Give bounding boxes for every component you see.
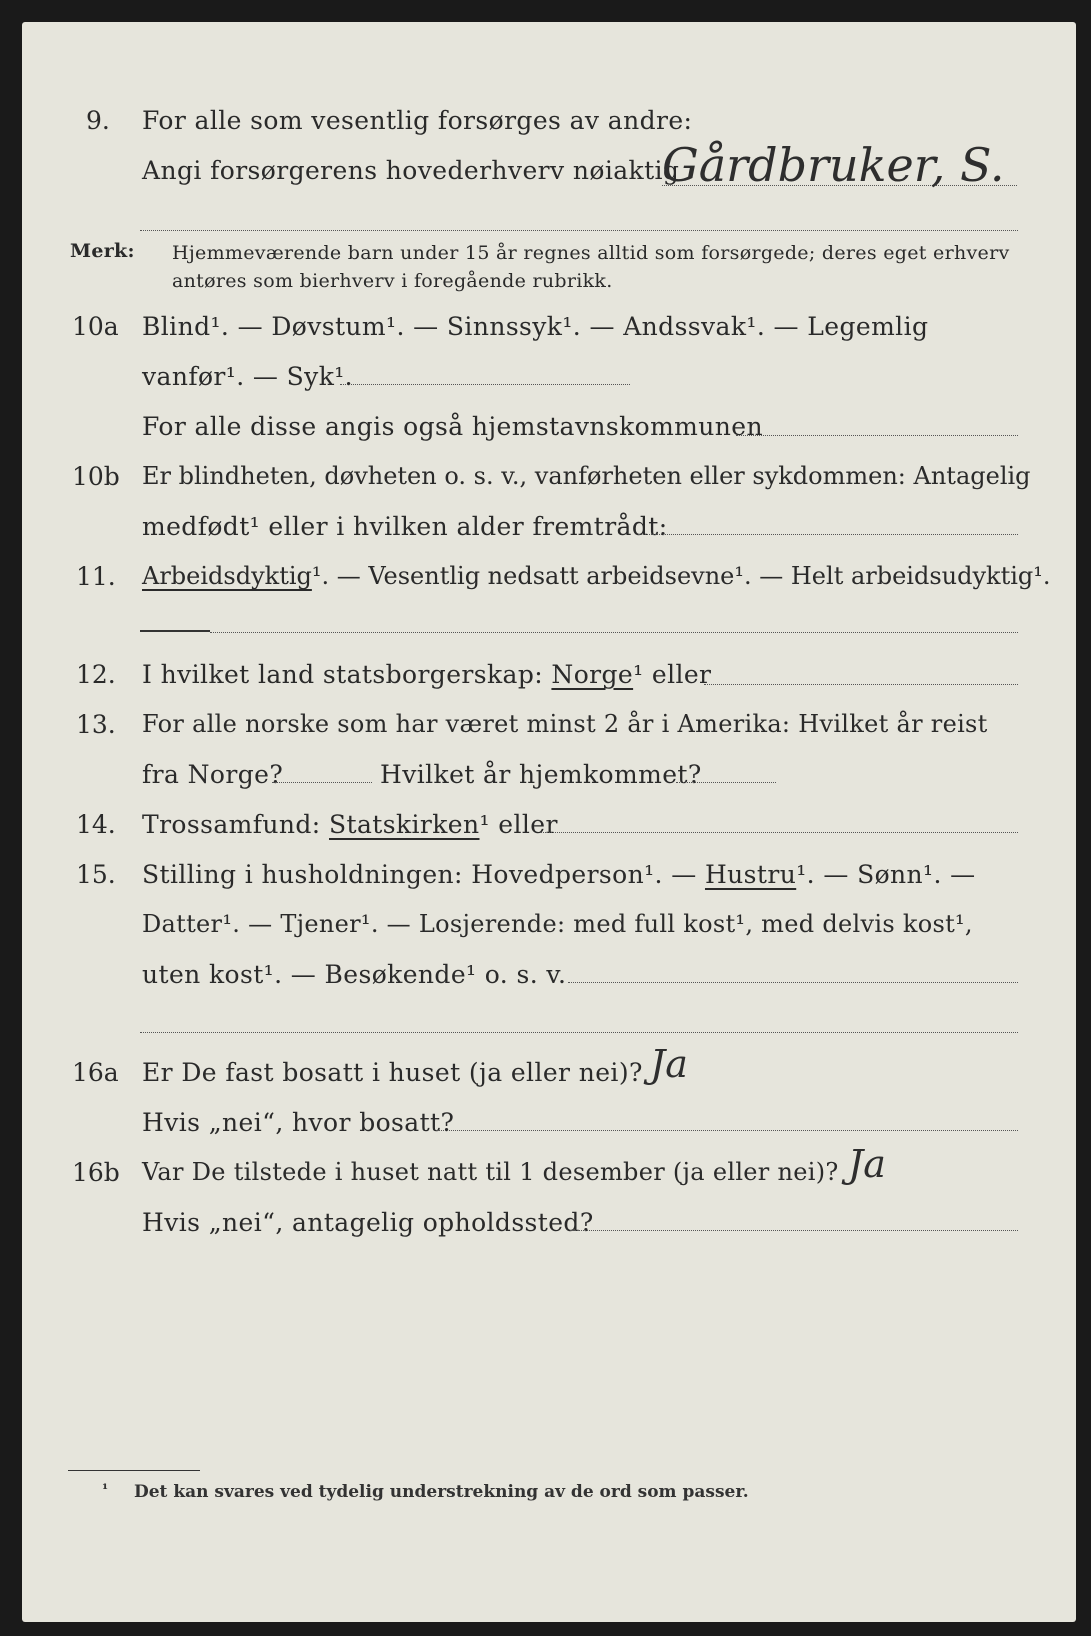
q14-answer-line xyxy=(540,832,1018,833)
footnote-mark: ¹ xyxy=(102,1482,109,1498)
q14-number: 14. xyxy=(76,810,116,839)
q14-label: Trossamfund: xyxy=(142,810,321,839)
q10a-kommune-line xyxy=(736,435,1018,436)
q16a-bosatt-line xyxy=(436,1130,1018,1131)
q10a-syk-line xyxy=(340,384,630,385)
q10b-alder-line xyxy=(638,534,1018,535)
q16a-line1: Er De fast bosatt i huset (ja eller nei)? xyxy=(142,1058,643,1087)
q11-text xyxy=(142,562,1051,590)
merk-line1: Hjemmeværende barn under 15 år regnes alltid som forsørgede; deres eget erhverv xyxy=(172,242,1010,264)
q10a-line1: Blind¹. — Døvstum¹. — Sinnssyk¹. — Andssvak¹. — Legemlig xyxy=(142,312,929,341)
q9-handwritten-answer: Gårdbruker, S. xyxy=(662,138,1005,192)
q15-line3: uten kost¹. — Besøkende¹ o. s. v. xyxy=(142,960,567,989)
merk-label: Merk: xyxy=(70,240,135,262)
q12-label: I hvilket land statsborgerskap: xyxy=(142,660,544,689)
q15-extra-line xyxy=(140,1032,1018,1033)
q15-line2: Datter¹. — Tjener¹. — Losjerende: med full kost¹, med delvis kost¹, xyxy=(142,910,973,938)
q16a-number: 16a xyxy=(72,1058,119,1087)
q10a-number: 10a xyxy=(72,312,119,341)
q10a-line2: vanfør¹. — Syk¹. xyxy=(142,362,354,391)
q9-line2: Angi forsørgerens hovederhverv nøiaktig xyxy=(142,156,680,185)
q13-number: 13. xyxy=(76,710,116,739)
q12-marked-norge: Norge xyxy=(551,660,634,689)
q10b-line1: Er blindheten, døvheten o. s. v., vanførheten eller sykdommen: Antagelig xyxy=(142,462,1031,490)
q12-number: 12. xyxy=(76,660,116,689)
footnote-rule xyxy=(68,1470,200,1471)
q15-line1-start: Stilling i husholdningen: Hovedperson¹. — xyxy=(142,860,697,889)
q10b-line2: medfødt¹ eller i hvilken alder fremtrådt: xyxy=(142,512,668,541)
merk-line2: antøres som bierhverv i foregående rubrikk. xyxy=(172,270,613,292)
q9-extra-line xyxy=(140,230,1018,231)
q11-rest: ¹. — Vesentlig nedsatt arbeidsevne¹. — Helt arbeidsudyktig¹. xyxy=(311,562,1051,590)
q13-line1: For alle norske som har været minst 2 år i Amerika: Hvilket år reist xyxy=(142,710,988,738)
q9-line1: For alle som vesentlig forsørges av andre: xyxy=(142,106,693,135)
q12-rest: ¹ eller xyxy=(633,660,712,689)
q16b-line2: Hvis „nei“, antagelig opholdssted? xyxy=(142,1208,594,1237)
q14-rest: ¹ eller xyxy=(479,810,558,839)
q16a-line2: Hvis „nei“, hvor bosatt? xyxy=(142,1108,455,1137)
q12-text xyxy=(142,660,711,689)
q13-line2a: fra Norge? xyxy=(142,760,284,789)
footnote-text: Det kan svares ved tydelig understrekning av de ord som passer. xyxy=(134,1482,749,1502)
q12-answer-line xyxy=(704,684,1018,685)
q16a-handwritten-answer: Ja xyxy=(650,1042,688,1086)
q13-line2b: Hvilket år hjemkommet? xyxy=(380,760,702,789)
q15-line1-end: ¹. — Sønn¹. — xyxy=(796,860,976,889)
q11-marked-arbeidsdyktig: Arbeidsdyktig xyxy=(142,562,312,590)
q13-reist-line xyxy=(272,782,372,783)
q14-text xyxy=(142,810,558,839)
q15-marked-hustru: Hustru xyxy=(704,860,797,889)
q16b-number: 16b xyxy=(72,1158,120,1187)
q16b-opholdssted-line xyxy=(570,1230,1018,1231)
census-form-page xyxy=(22,22,1076,1622)
q15-line1 xyxy=(142,860,976,889)
q11-short-rule xyxy=(140,630,210,632)
q15-number: 15. xyxy=(76,860,116,889)
q10b-number: 10b xyxy=(72,462,120,491)
q16b-line1: Var De tilstede i huset natt til 1 desember (ja eller nei)? xyxy=(142,1158,839,1186)
q13-hjemkommet-line xyxy=(676,782,776,783)
q10a-line3: For alle disse angis også hjemstavnskommunen xyxy=(142,412,763,441)
q15-answer-line xyxy=(568,982,1018,983)
q14-marked-statskirken: Statskirken xyxy=(329,810,480,839)
q11-extra-line xyxy=(210,632,1018,633)
q11-number: 11. xyxy=(76,562,116,591)
q16b-handwritten-answer: Ja xyxy=(848,1142,886,1186)
q9-number: 9. xyxy=(86,106,110,135)
